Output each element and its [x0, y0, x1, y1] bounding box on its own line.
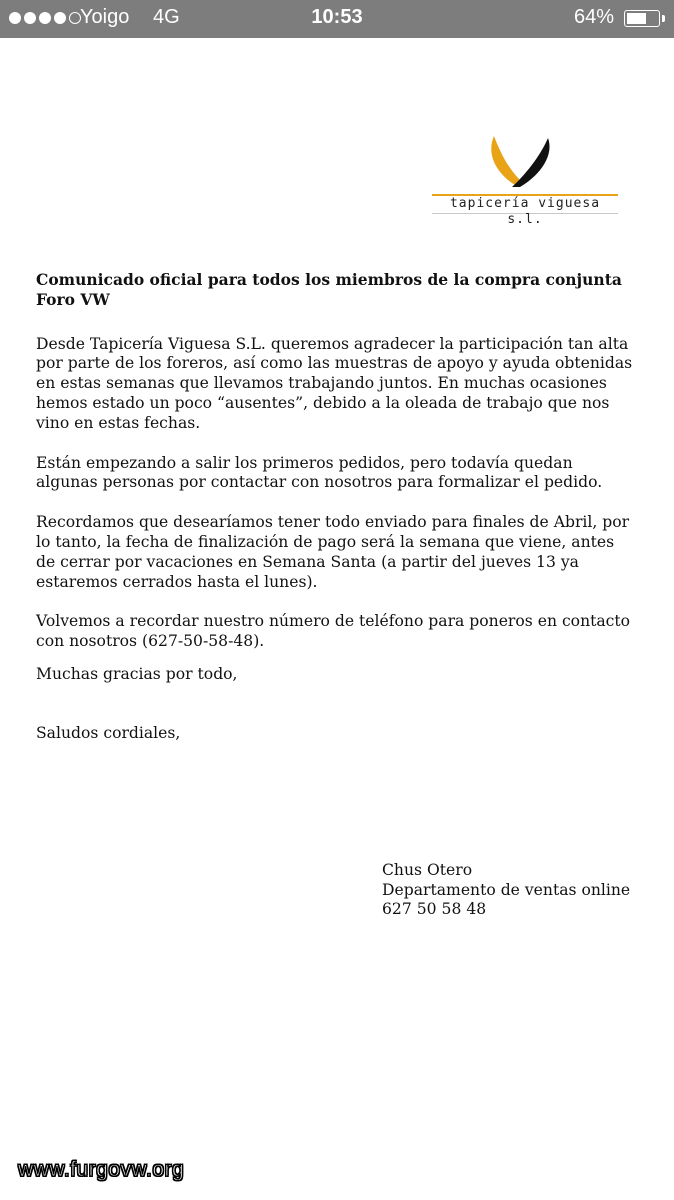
closing-thanks: Muchas gracias por todo,	[36, 665, 238, 683]
logo-yellow-wing	[491, 136, 520, 187]
clock: 10:53	[311, 6, 363, 28]
letter-paragraph: Desde Tapicería Viguesa S.L. queremos agradecer la participación tan alta por parte de los foreros, así como las muestras de apoyo y ayuda obtenidas en estas semanas que llevamos trabajando juntos. En muchas ocasiones hemos estado un poco “ausentes”, debido a la oleada de trabajo que nos vino en estas fechas.	[36, 334, 633, 432]
signature-department: Departamento de ventas online	[382, 880, 631, 899]
signature-block	[382, 861, 630, 920]
site-watermark: www.furgovw.org	[18, 1158, 185, 1181]
battery-icon	[624, 10, 660, 27]
signature-phone: 627 50 58 48	[382, 900, 487, 918]
letter-paragraph: Recordamos que desearíamos tener todo enviado para finales de Abril, por lo tanto, la fecha de finalización de pago será la semana que viene, antes de cerrar por vacaciones en Semana Santa (a partir del jueves 13 ya estaremos cerrados hasta el lunes).	[36, 513, 630, 591]
letter-paragraph: Están empezando a salir los primeros pedidos, pero todavía quedan algunas personas por contactar con nosotros para formalizar el pedido.	[36, 453, 603, 492]
status-bar	[0, 0, 674, 38]
letter-paragraph: Volvemos a recordar nuestro número de teléfono para poneros en contacto con nosotros (627-50-58-48).	[36, 612, 631, 651]
battery-fill	[627, 13, 646, 24]
carrier-name: Yoigo	[80, 6, 130, 28]
network-type: 4G	[153, 6, 180, 28]
battery-tip	[662, 15, 665, 22]
closing-regards: Saludos cordiales,	[36, 724, 181, 742]
letter-title: Comunicado oficial para todos los miembros de la compra conjunta Foro VW	[36, 270, 622, 309]
company-logo-text: tapicería viguesa s.l.	[432, 194, 618, 214]
signature-name: Chus Otero	[382, 861, 473, 879]
letter-body	[36, 270, 636, 672]
battery-percentage: 64%	[573, 6, 614, 28]
